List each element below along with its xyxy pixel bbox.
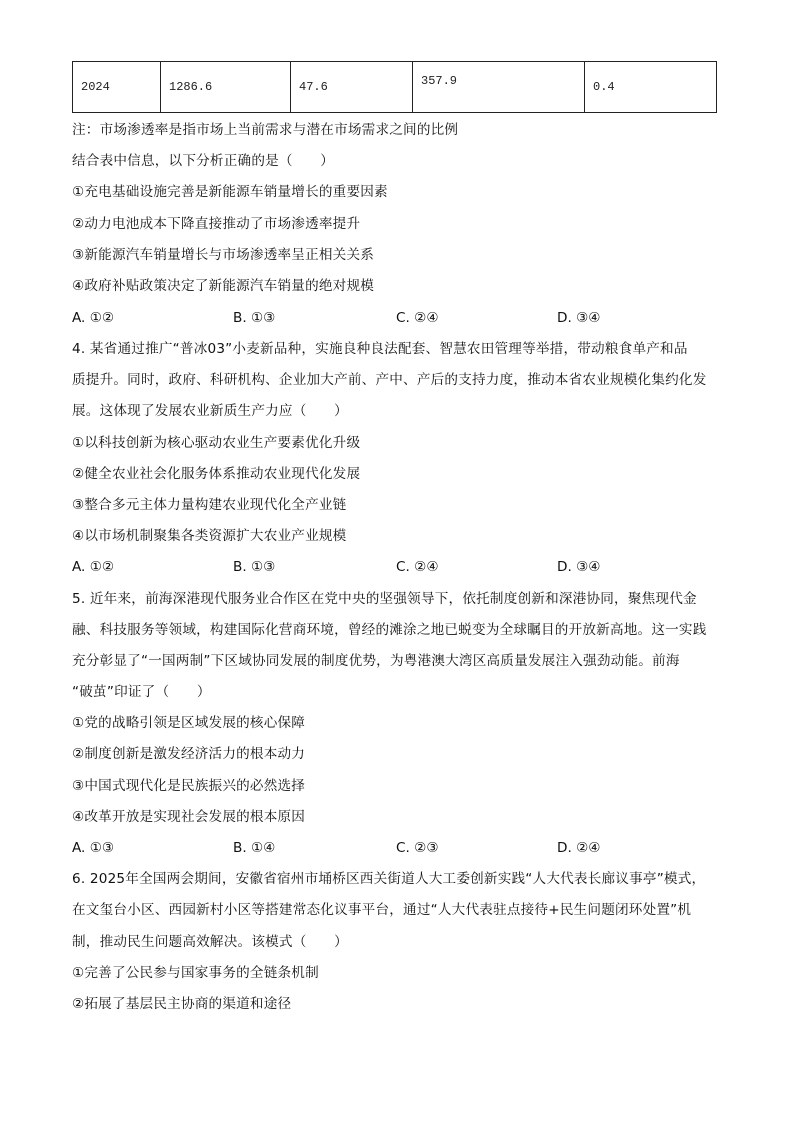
q3-option-c: C. ②④ — [396, 310, 439, 326]
q4-option-a: A. ①② — [72, 559, 115, 575]
q5-stem-line-1: 5. 近年来，前海深港现代服务业合作区在党中央的坚强领导下，依托制度创新和深港协同，聚焦现代金 — [72, 591, 697, 607]
q4-stem-line-2: 质提升。同时，政府、科研机构、企业加大产前、产中、产后的支持力度，推动本省农业规模化集约化发 — [72, 372, 707, 388]
q4-stem-line-3: 展。这体现了发展农业新质生产力应（ ） — [72, 403, 348, 419]
q4-item-4: ④以市场机制聚集各类资源扩大农业产业规模 — [72, 528, 347, 544]
q6-stem-line-1: 6. 2025年全国两会期间，安徽省宿州市埇桥区西关街道人大工委创新实践“人大代表长廊议事亭”模式， — [72, 871, 706, 887]
q6-stem-line-2: 在文玺台小区、西园新村小区等搭建常态化议事平台，通过“人大代表驻点接待+民生问题闭环处置”机 — [72, 902, 692, 918]
q4-stem-line-1: 4. 某省通过推广“普冰03”小麦新品种，实施良种良法配套、智慧农田管理等举措，带动粮食单产和品 — [72, 341, 688, 357]
q3-item-4: ④政府补贴政策决定了新能源汽车销量的绝对规模 — [72, 278, 375, 294]
q4-item-1: ①以科技创新为核心驱动农业生产要素优化升级 — [72, 435, 361, 451]
data-table — [72, 61, 717, 113]
table-cell-year: 2024 — [73, 62, 161, 113]
q4-option-d: D. ③④ — [557, 559, 601, 575]
table-note: 注：市场渗透率是指市场上当前需求与潜在市场需求之间的比例 — [72, 122, 459, 138]
q3-stem: 结合表中信息，以下分析正确的是（ ） — [72, 153, 335, 169]
q3-item-2: ②动力电池成本下降直接推动了市场渗透率提升 — [72, 216, 361, 232]
q5-item-3: ③中国式现代化是民族振兴的必然选择 — [72, 778, 306, 794]
q3-option-b: B. ①③ — [233, 310, 276, 326]
q5-stem-line-3: 充分彰显了“一国两制”下区域协同发展的制度优势，为粤港澳大湾区高质量发展注入强劲动能。前海 — [72, 653, 680, 669]
q4-option-b: B. ①③ — [233, 559, 276, 575]
q3-item-1: ①充电基础设施完善是新能源车销量增长的重要因素 — [72, 184, 388, 200]
q4-option-c: C. ②④ — [396, 559, 439, 575]
table-cell: 1286.6 — [161, 62, 291, 113]
table-cell: 47.6 — [291, 62, 413, 113]
q6-item-1: ①完善了公民参与国家事务的全链条机制 — [72, 965, 319, 981]
q5-option-a: A. ①③ — [72, 840, 115, 856]
q5-item-4: ④改革开放是实现社会发展的根本原因 — [72, 809, 306, 825]
q6-stem-line-3: 制，推动民生问题高效解决。该模式（ ） — [72, 934, 348, 950]
q4-item-3: ③整合多元主体力量构建农业现代化全产业链 — [72, 497, 347, 513]
q5-option-b: B. ①④ — [233, 840, 276, 856]
q5-option-d: D. ②④ — [557, 840, 601, 856]
q5-stem-line-4: “破茧”印证了（ ） — [72, 684, 211, 700]
table-cell-value: 357.9 — [421, 74, 458, 88]
q6-item-2: ②拓展了基层民主协商的渠道和途径 — [72, 996, 292, 1012]
q4-item-2: ②健全农业社会化服务体系推动农业现代化发展 — [72, 466, 361, 482]
q5-option-c: C. ②③ — [396, 840, 439, 856]
table-cell: 0.4 — [585, 62, 717, 113]
q3-option-d: D. ③④ — [557, 310, 601, 326]
q5-item-1: ①党的战略引领是区域发展的核心保障 — [72, 715, 306, 731]
q3-option-a: A. ①② — [72, 310, 115, 326]
q5-stem-line-2: 融、科技服务等领域，构建国际化营商环境，曾经的滩涂之地已蜕变为全球瞩目的开放新高地。这一实践 — [72, 622, 707, 638]
table-cell — [413, 62, 585, 113]
table-row — [73, 62, 717, 113]
q5-item-2: ②制度创新是激发经济活力的根本动力 — [72, 746, 306, 762]
q3-item-3: ③新能源汽车销量增长与市场渗透率呈正相关关系 — [72, 247, 375, 263]
